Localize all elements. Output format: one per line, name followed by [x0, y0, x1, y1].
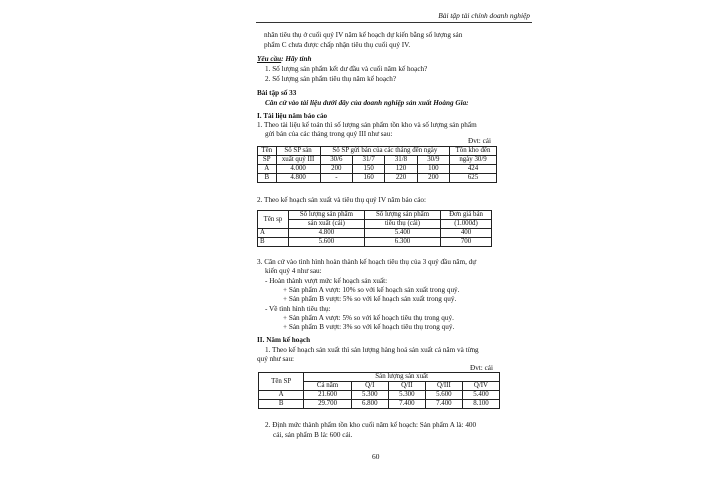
consumption-item-b: + Sản phẩm B vượt: 3% so với kế hoạch tiêu thụ trong quý.: [283, 323, 455, 331]
unit-label-1: Đvt: cái: [468, 137, 491, 145]
cell-name: A: [258, 229, 289, 238]
cell-production: 4.000: [276, 165, 320, 174]
unit-label-2: Đvt: cái: [470, 364, 493, 372]
header-name-2: SP: [258, 156, 277, 165]
header-period: Q/III: [425, 382, 462, 391]
header-period: Q/II: [388, 382, 425, 391]
cell-output: 5.300: [388, 391, 425, 400]
cell-name: A: [258, 165, 277, 174]
header-name: Tên SP: [259, 373, 304, 391]
cell-output: 21.600: [304, 391, 351, 400]
cell-stock: 625: [450, 174, 497, 183]
consumption-bullet: - Về tình hình tiêu thụ:: [265, 305, 331, 313]
header-stock: Tồn kho đến: [450, 147, 497, 156]
header-consumption: Số lượng sản phẩm: [364, 211, 440, 220]
header-date: 30/6: [320, 156, 352, 165]
exercise-subtitle: Căn cứ vào tài liệu dưới đây của doanh nghiệp sản xuất Hoàng Gia:: [265, 99, 469, 107]
cell-consumption: 5.400: [364, 229, 440, 238]
table-row: [259, 400, 500, 409]
cell-output: 8.100: [462, 400, 499, 409]
table-row: [258, 229, 492, 238]
cell-production: 4.800: [276, 174, 320, 183]
section-2-title: II. Năm kế hoạch: [257, 336, 311, 344]
page-number: 60: [372, 452, 380, 461]
production-item-b: + Sản phẩm B vượt: 5% so với kế hoạch sản xuất trong quý.: [283, 295, 457, 303]
table-row: [258, 238, 492, 247]
plan-q4-table: [257, 210, 492, 247]
section-1-para-3-line-2: kiến quý 4 như sau:: [265, 267, 322, 275]
cell-sent: 150: [353, 165, 385, 174]
header-date: 31/7: [353, 156, 385, 165]
header-price: Đơn giá bán: [441, 211, 492, 220]
header-name: Tên sp: [258, 211, 289, 229]
output-plan-table: [258, 372, 500, 409]
section-1-para-3-line-1: 3. Căn cứ vào tình hình hoàn thành kế hoạch tiêu thụ của 3 quý đầu năm, dự: [257, 258, 477, 266]
header-period: Cả năm: [304, 382, 351, 391]
cell-name: B: [259, 400, 304, 409]
cell-output: 29.700: [304, 400, 351, 409]
cell-consumption: 6.300: [364, 238, 440, 247]
header-production: Số lượng sản phẩm: [288, 211, 364, 220]
cell-sent: -: [320, 174, 352, 183]
section-1-para-1-line-1: 1. Theo tài liệu kế toán thì số lượng sản phẩm tồn kho và số lượng sản phẩm: [257, 121, 477, 129]
header-production-2: xuất quý III: [276, 156, 320, 165]
table-header-row: [258, 147, 497, 156]
header-sent: Số SP gửi bán của các tháng đến ngày: [320, 147, 449, 156]
cell-stock: 424: [450, 165, 497, 174]
header-production-2: sản xuất (cái): [288, 220, 364, 229]
section-1-title: I. Tài liệu năm báo cáo: [257, 112, 328, 120]
requirement-item-1: 1. Số lượng sản phẩm kết dư đầu và cuối năm kế hoạch?: [265, 65, 428, 73]
cell-name: A: [259, 391, 304, 400]
cell-name: B: [258, 238, 289, 247]
cell-price: 400: [441, 229, 492, 238]
cell-sent: 100: [417, 165, 449, 174]
requirement-label: Yêu cầu: [257, 55, 282, 63]
table-header-row: [259, 373, 500, 382]
table-row: [258, 174, 497, 183]
table-row: [258, 165, 497, 174]
header-consumption-2: tiêu thụ (cái): [364, 220, 440, 229]
exercise-title: Bài tập số 33: [257, 89, 297, 97]
table-header-row: [258, 156, 497, 165]
header-date: 30/9: [417, 156, 449, 165]
requirement-item-2: 2. Số lượng sản phẩm tiêu thụ năm kế hoạch?: [265, 75, 397, 83]
section-2-para-2-line-1: 2. Định mức thành phẩm tồn kho cuối năm kế hoạch: Sản phẩm A là: 400: [265, 421, 477, 429]
table-row: [259, 391, 500, 400]
table-header-row: [258, 211, 492, 220]
header-production: Số SP sản: [276, 147, 320, 156]
running-header: Bài tập tài chính doanh nghiệp: [438, 11, 530, 20]
cell-output: 6.800: [351, 400, 388, 409]
intro-line-2: phẩm C chưa được chấp nhận tiêu thụ cuối quý IV.: [264, 41, 411, 49]
section-1-para-2: 2. Theo kế hoạch sản xuất và tiêu thụ quý IV năm báo cáo:: [257, 196, 426, 204]
header-rule: [256, 22, 532, 23]
cell-sent: 200: [320, 165, 352, 174]
header-output: Sản lượng sản xuất: [304, 373, 500, 382]
cell-output: 5.400: [462, 391, 499, 400]
cell-production: 5.600: [288, 238, 364, 247]
section-2-para-1-line-1: 1. Theo kế hoạch sản xuất thì sản lượng hàng hoá sản xuất cả năm và từng: [265, 346, 479, 354]
section-2-para-1-line-2: quý như sau:: [257, 355, 295, 363]
header-price-2: (1.000đ): [441, 220, 492, 229]
cell-production: 4.800: [288, 229, 364, 238]
cell-sent: 220: [385, 174, 417, 183]
inventory-table: [257, 146, 497, 183]
cell-sent: 160: [353, 174, 385, 183]
header-name: Tên: [258, 147, 277, 156]
cell-name: B: [258, 174, 277, 183]
cell-output: 5.600: [425, 391, 462, 400]
header-date: 31/8: [385, 156, 417, 165]
production-item-a: + Sản phẩm A vượt: 10% so với kế hoạch sản xuất trong quý.: [283, 286, 460, 294]
section-1-para-1-line-2: gửi bán của các tháng trong quý III như sau:: [265, 130, 393, 138]
cell-output: 7.400: [425, 400, 462, 409]
cell-sent: 200: [417, 174, 449, 183]
production-bullet: - Hoàn thành vượt mức kế hoạch sản xuất:: [265, 277, 388, 285]
cell-sent: 120: [385, 165, 417, 174]
intro-line-1: nhân tiêu thụ ở cuối quý IV năm kế hoạch dự kiến bằng số lượng sản: [264, 31, 463, 39]
header-stock-2: ngày 30/9: [450, 156, 497, 165]
header-period: Q/I: [351, 382, 388, 391]
cell-output: 5.300: [351, 391, 388, 400]
requirement-heading: [257, 55, 312, 64]
cell-output: 7.400: [388, 400, 425, 409]
consumption-item-a: + Sản phẩm A vượt: 5% so với kế hoạch tiêu thụ trong quý.: [283, 314, 454, 322]
cell-price: 700: [441, 238, 492, 247]
table-header-row: [258, 220, 492, 229]
requirement-text: : Hãy tính: [281, 55, 312, 63]
section-2-para-2-line-2: cái, sản phẩm B là: 600 cái.: [273, 431, 353, 439]
header-period: Q/IV: [462, 382, 499, 391]
